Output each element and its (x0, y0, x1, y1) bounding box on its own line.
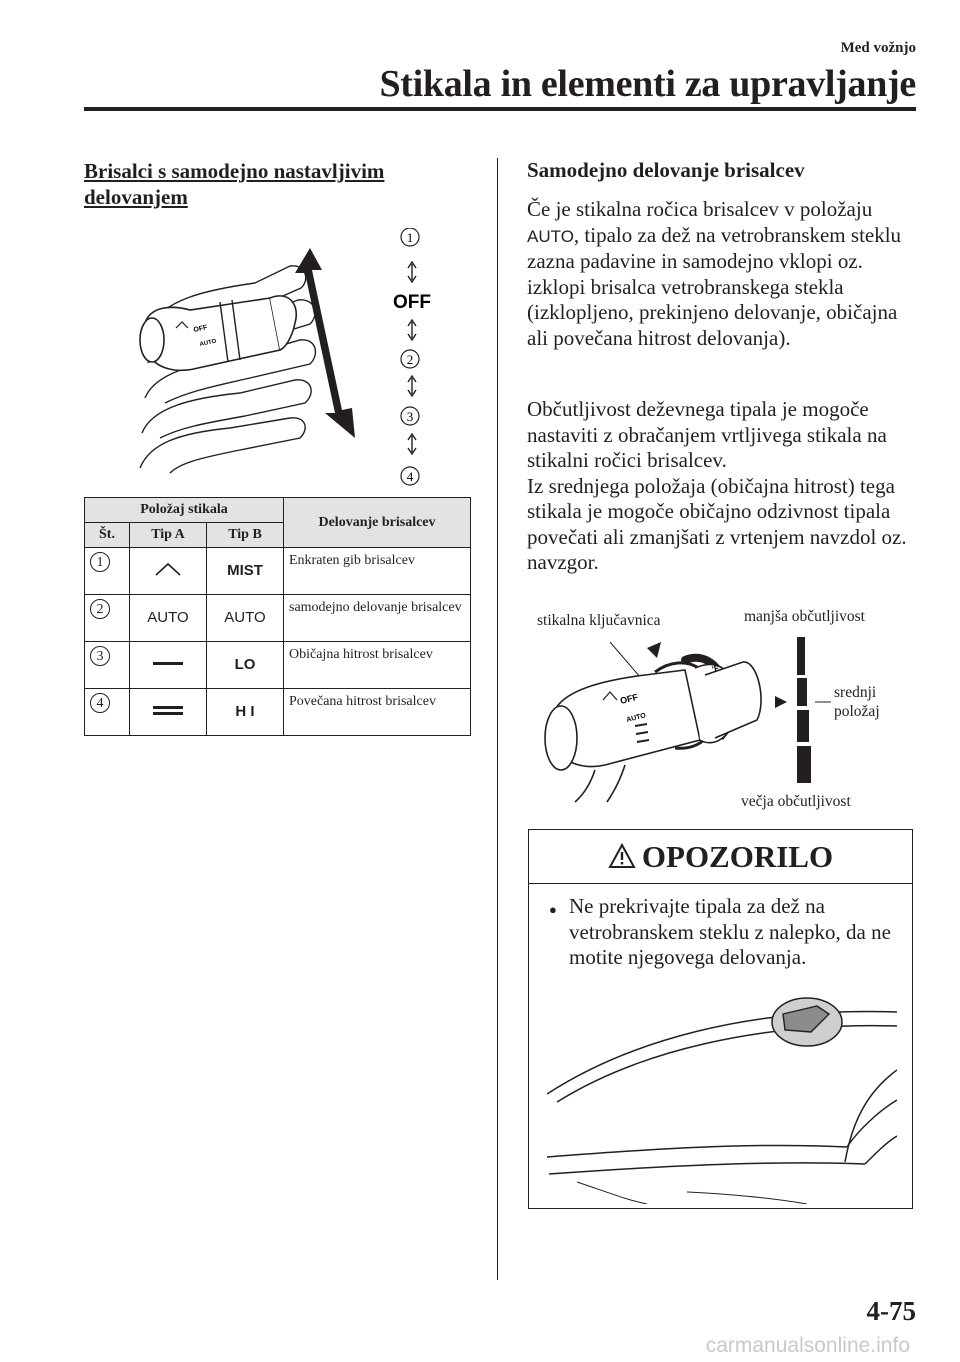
row-description: samodejno delovanje brisalcev (284, 595, 471, 642)
movement-arrow-icon (295, 248, 355, 438)
mid-label-line2: položaj (834, 703, 880, 720)
column-divider (497, 158, 498, 1280)
section-label: Med vožnjo (840, 40, 916, 56)
type-b-symbol: LO (234, 656, 256, 673)
table-row (85, 548, 471, 595)
warning-header (529, 830, 912, 884)
bullet-icon: ● (549, 902, 557, 917)
warning-title: OPOZORILO (641, 839, 834, 874)
section-title: Brisalci s samodejno nastavljivim delovanjem (84, 159, 385, 209)
row-description: Povečana hitrost brisalcev (284, 689, 471, 736)
table-row (85, 642, 471, 689)
p1-text-start: Če je stikalna ročica brisalcev v položaju (527, 197, 873, 221)
page-number: 4-75 (866, 1296, 916, 1326)
wiper-position-table (84, 497, 471, 736)
row-number: 3 (90, 646, 110, 666)
table-row (85, 689, 471, 736)
row-number: 1 (90, 552, 110, 572)
less-sensitivity-label: manjša občutljivost (744, 608, 865, 625)
type-b-symbol: H I (235, 703, 255, 720)
table-row (85, 595, 471, 642)
dial-auto-label: AUTO (625, 712, 647, 724)
pos-1-label: 1 (406, 230, 414, 245)
row-description: Običajna hitrost brisalcev (284, 642, 471, 689)
stalk-positions (140, 266, 315, 473)
more-sensitivity-label: večja občutljivost (741, 793, 851, 810)
table-header-position: Položaj stikala (85, 498, 284, 523)
p3-text: Iz srednjega položaja (običajna hitrost) tega stikala je mogoče običajno odzivnost tipala povečati ali zmanjšati z vrtenjem navzdol oz. navzgor. (527, 473, 907, 574)
rotate-arrow-up-icon (647, 642, 661, 658)
page-title: Stikala in elementi za upravljanje (379, 63, 916, 105)
table-header-operation: Delovanje brisalcev (284, 498, 471, 548)
warning-triangle-icon (608, 843, 636, 869)
type-b-symbol: MIST (227, 562, 263, 579)
pos-2-label: 2 (406, 352, 414, 367)
position-labels (393, 228, 431, 485)
mist-symbol-icon (148, 560, 188, 578)
pos-4-label: 4 (406, 469, 414, 484)
switch-label: stikalna ključavnica (537, 612, 661, 629)
paragraph-sensitivity (527, 397, 917, 576)
middle-marker-icon (775, 696, 787, 708)
type-a-symbol: AUTO (147, 609, 189, 626)
main-stalk (140, 296, 296, 370)
header-rule (84, 107, 916, 111)
table-header-type-b: Tip B (207, 523, 284, 548)
pos-3-label: 3 (406, 409, 414, 424)
watermark: carmanualsonline.info (705, 1334, 910, 1357)
dial-off-label: OFF (619, 691, 639, 706)
sensitivity-scale (775, 637, 831, 783)
p1-text-end: , tipalo za dež na vetrobranskem steklu zazna padavine in samodejno vklopi oz. izklopi brisalca vetrobranskega stekla (izklopljeno, prekinjeno delovanje, običajna ali povečana hitrost delovanja). (527, 222, 902, 350)
subsection-heading: Samodejno delovanje brisalcev (527, 158, 805, 182)
row-number: 4 (90, 693, 110, 713)
sensitivity-dial-diagram (535, 630, 915, 805)
low-speed-symbol-icon (148, 657, 188, 669)
row-number: 2 (90, 599, 110, 619)
p2-text: Občutljivost deževnega tipala je mogoče nastaviti z obračanjem vrtljivega stikala na stikalni ročici brisalcev. (527, 397, 887, 472)
warning-box (528, 829, 913, 1209)
paragraph-auto-operation (527, 197, 917, 351)
warning-body (549, 894, 899, 971)
warning-text: Ne prekrivajte tipala za dež na vetrobranskem steklu z nalepko, da ne motite njegovega delovanja. (569, 894, 891, 969)
pos-off-label: OFF (393, 292, 431, 313)
type-b-symbol: AUTO (224, 609, 266, 626)
table-header-type-a: Tip A (130, 523, 207, 548)
mid-label-line1: srednji (834, 684, 877, 701)
stalk-body (545, 670, 700, 802)
auto-keyword: AUTO (527, 226, 574, 246)
row-description: Enkraten gib brisalcev (284, 548, 471, 595)
table-header-no: Št. (85, 523, 130, 548)
stalk-off-label: OFF (192, 324, 209, 334)
svg-text:'F: 'F (711, 663, 721, 674)
high-speed-symbol-icon (148, 703, 188, 717)
windshield-sensor-diagram (547, 982, 897, 1204)
stalk-auto-label: AUTO (199, 338, 217, 348)
wiper-stalk-diagram (120, 228, 460, 490)
